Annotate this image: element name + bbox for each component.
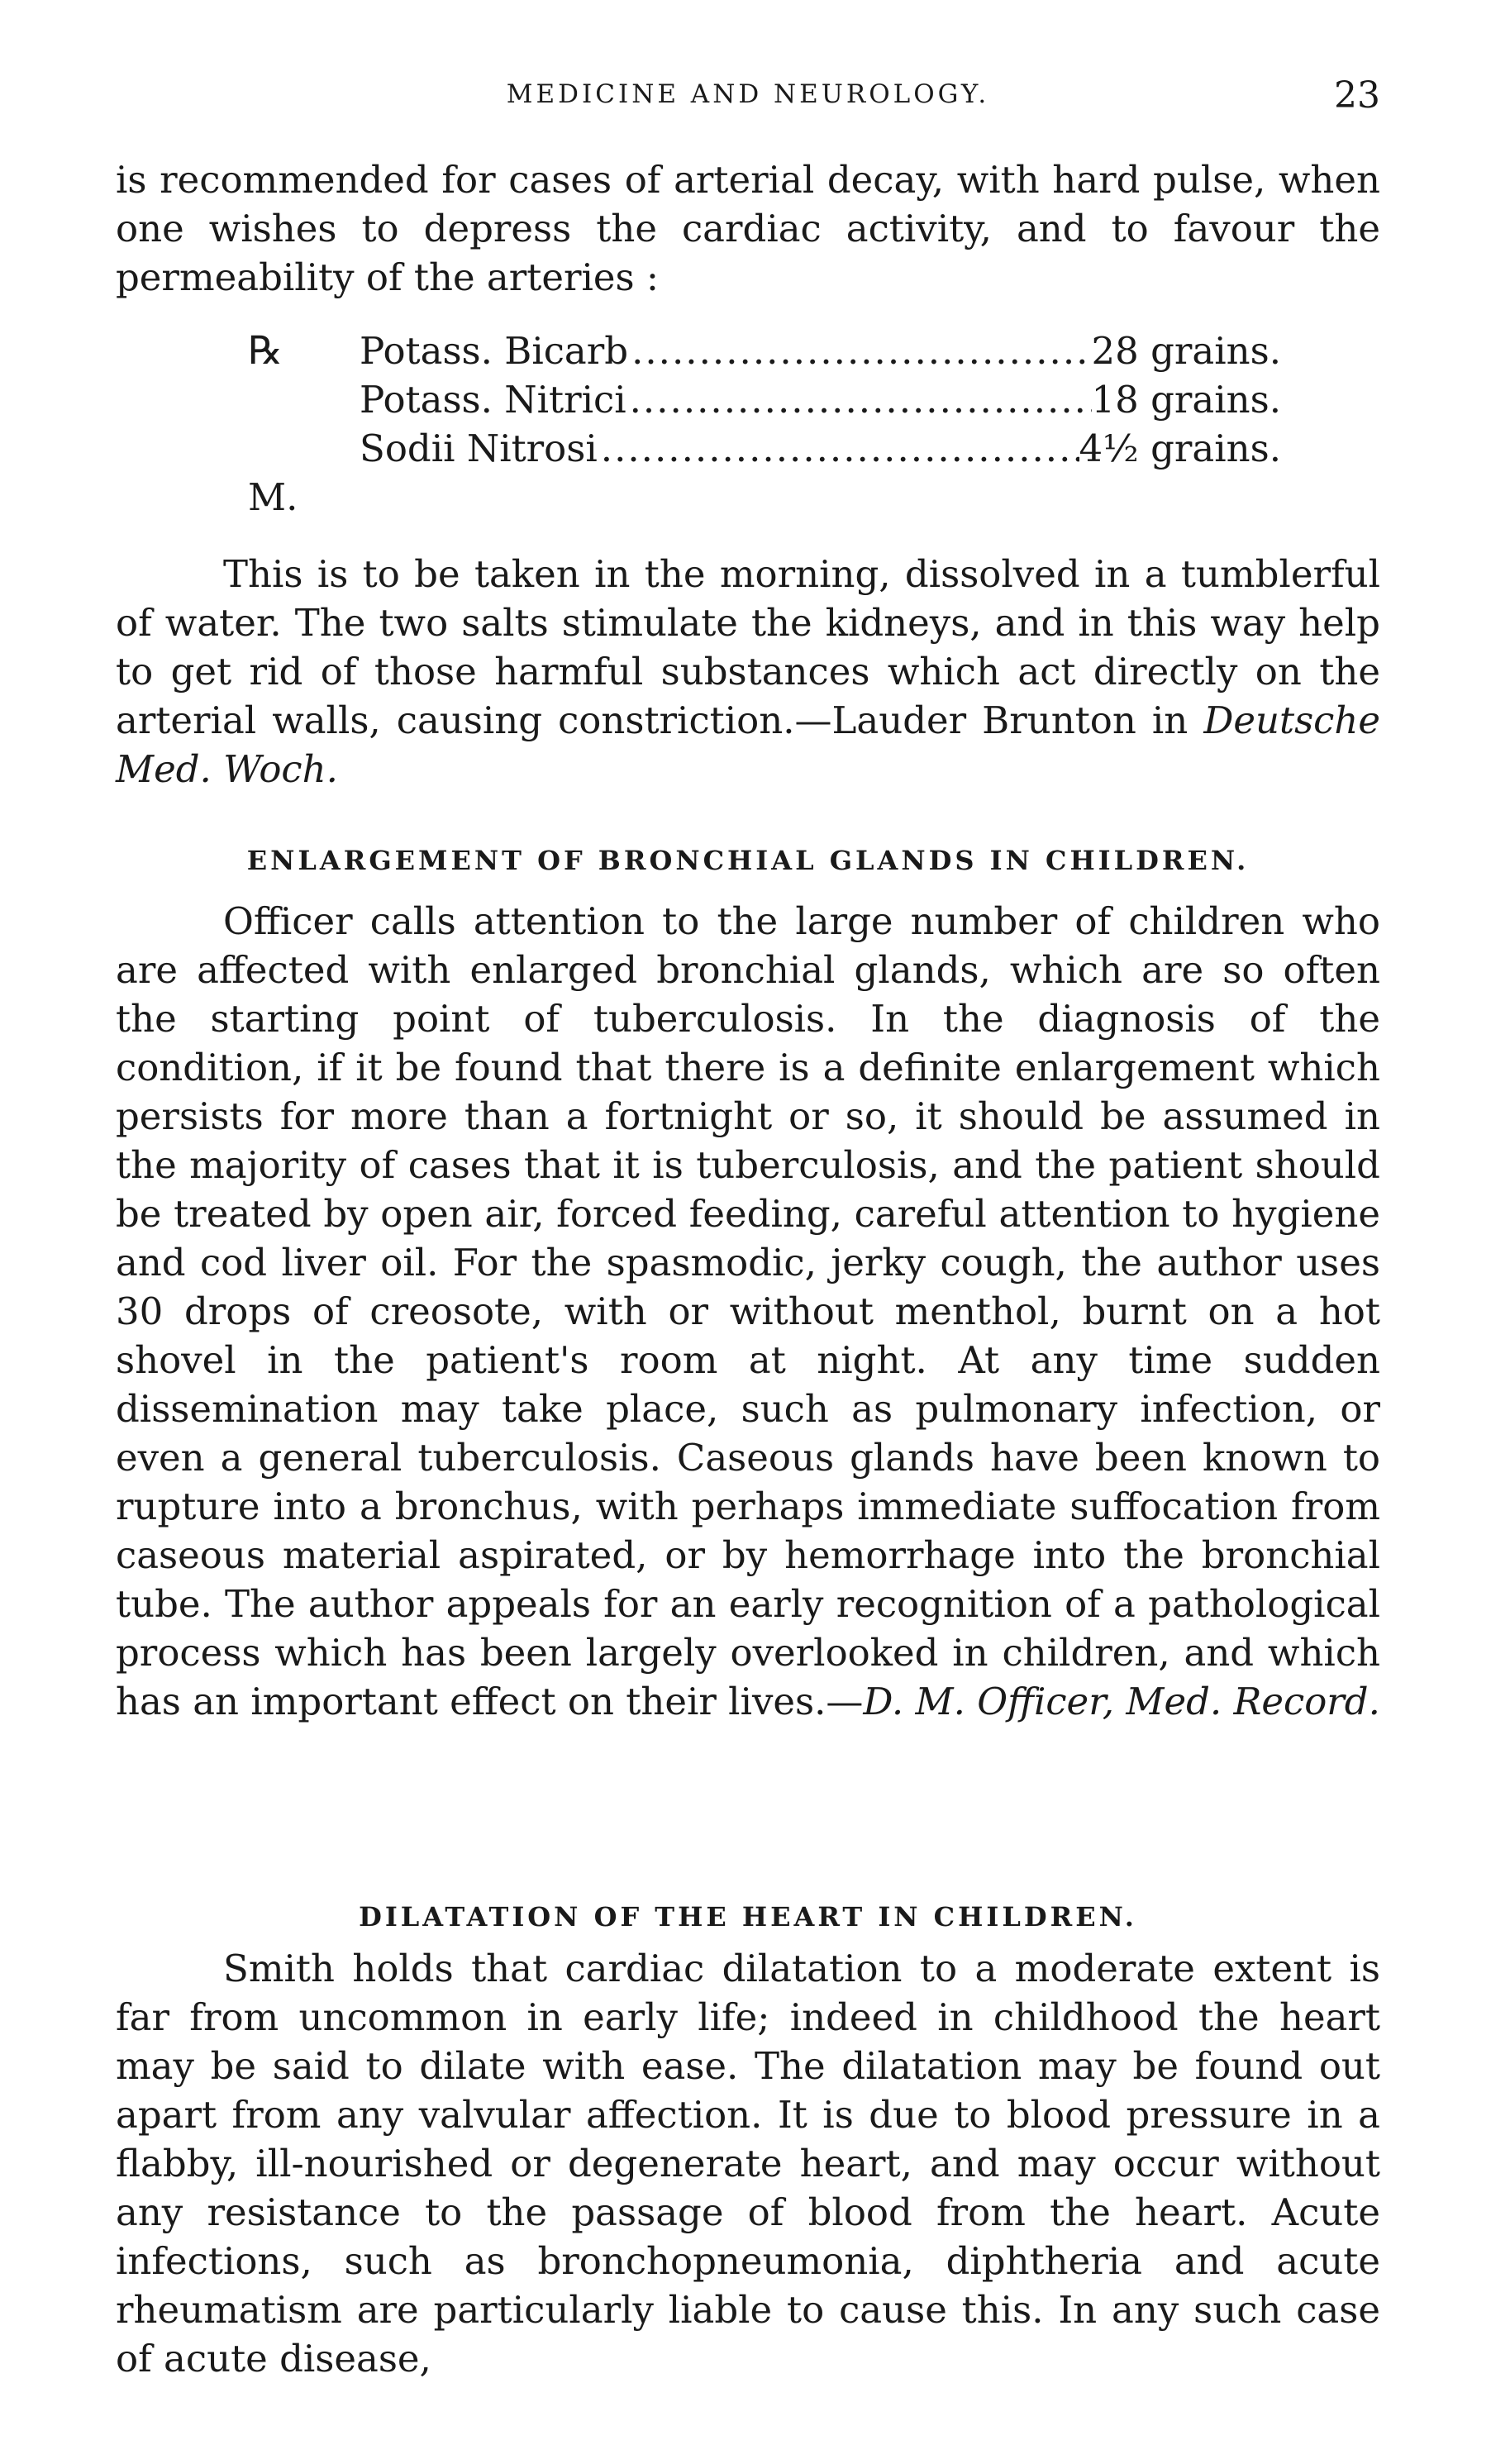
- ingredient-name: Sodii Nitrosi: [360, 427, 598, 470]
- leader-dots: [598, 424, 1079, 473]
- leader-dots: [628, 326, 1091, 375]
- prescription-item: [360, 375, 1281, 424]
- prescription-symbol: ℞: [248, 328, 283, 374]
- leader-dots: [626, 375, 1092, 424]
- running-title: MEDICINE AND NEUROLOGY.: [506, 79, 990, 109]
- prescription-item: [360, 326, 1281, 375]
- ingredient-quantity: 4½ grains.: [1079, 427, 1281, 470]
- paragraph: [116, 550, 1380, 794]
- ingredient-quantity: 28 grains.: [1091, 329, 1281, 373]
- paragraph-continuation: [116, 155, 1380, 302]
- paragraph: [116, 1944, 1380, 2383]
- paragraph: [116, 897, 1380, 1726]
- page-number: 23: [1334, 74, 1380, 117]
- paragraph-text: Smith holds that cardiac dilatation to a moderate extent is far from uncommon in early life; indeed in childhood the heart may be said to dilate with ease. The dilatation may be found out apart from any valvular affection. It is due to blood pressure in a flabby, ill-nourished or degenerate heart, and may occur without any resistance to the passage of blood from the heart. Acute infections, such as bronchopneumonia, diphtheria and acute rheumatism are particularly liable to cause this. In any such case of acute disease,: [116, 1947, 1380, 2381]
- paragraph-text: This is to be taken in the morning, dissolved in a tumblerful of water. The two salts stimulate the kidneys, and in this way help to get rid of those harmful substances which act directly on the arterial walls, causing constriction.—Lauder Brunton in: [116, 552, 1380, 742]
- citation: Deutsche Med. Woch.: [116, 698, 1380, 791]
- ingredient-quantity: 18 grains.: [1091, 378, 1281, 422]
- section-heading: ENLARGEMENT OF BRONCHIAL GLANDS IN CHILDREN.: [246, 845, 1250, 876]
- section-heading: DILATATION OF THE HEART IN CHILDREN.: [359, 1901, 1137, 1933]
- ingredient-name: Potass. Nitrici: [360, 378, 626, 422]
- prescription-item: [360, 424, 1281, 473]
- citation: D. M. Officer, Med. Record.: [863, 1680, 1380, 1723]
- ingredient-name: Potass. Bicarb: [360, 329, 629, 373]
- running-head: [116, 74, 1380, 124]
- prescription-mix: M.: [248, 475, 298, 519]
- paragraph-text: is recommended for cases of arterial decay, with hard pulse, when one wishes to depress the cardiac activity, and to favour the permeability of the arteries :: [116, 158, 1380, 299]
- paragraph-text: Officer calls attention to the large number of children who are affected with enlarged bronchial glands, which are so often the starting point of tuberculosis. In the diagnosis of the condition, if it be found that there is a definite enlargement which persists for more than a fortnight or so, it should be assumed in the majority of cases that it is tuberculosis, and the patient should be treated by open air, forced feeding, careful attention to hygiene and cod liver oil. For the spasmodic, jerky cough, the author uses 30 drops of creosote, with or without menthol, burnt on a hot shovel in the patient's room at night. At any time sudden dissemination may take place, such as pulmonary infection, or even a general tuberculosis. Caseous glands have been known to rupture into a bronchus, with perhaps immediate suffocation from caseous material aspirated, or by hemorrhage into the bronchial tube. The author appeals for an early recognition of a pathological process which has been largely overlooked in children, and which has an important effect on their lives.—: [116, 899, 1380, 1723]
